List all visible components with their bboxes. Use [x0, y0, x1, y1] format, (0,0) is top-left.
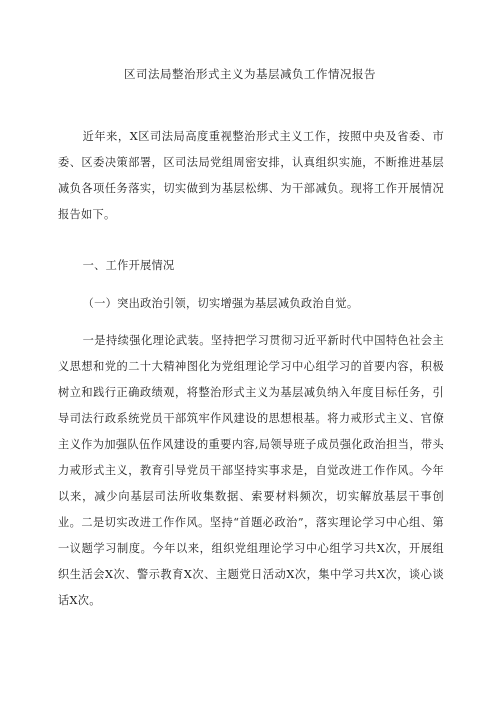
- subsection-heading: （一）突出政治引领，切实增强为基层减负政治自觉。: [82, 297, 359, 310]
- body-paragraph: 一是持续强化理论武装。坚持把学习贯彻习近平新时代中国特色社会主义思想和党的二十大精神图化为党组理论学习中心组学习的首要内容，积极树立和践行正确政绩观，将整治形式主义为基层减负纳入年度目标任务，引导司法行政系统党员干部筑牢作风建设的思想根基。将力戒形式主义、官僚主义作为加强队伍作风建设的重要内容,局领导班子成员强化政治担当，带头力戒形式主义，教育引导党员干部坚持实事求是，自觉改进工作作风。今年以来，减少向基层司法所收集数据、索要材料频次，切实解放基层干事创业。二是切实改进工作作风。坚持“首题必政治”，落实理论学习中心组、第一议题学习制度。今年以来，组织党组理论学习中心组学习共X次，开展组织生活会X次、警示教育X次、主题党日活动X次，集中学习共X次，谈心谈话X次。: [58, 334, 444, 607]
- intro-paragraph: 近年来，X区司法局高度重视整治形式主义工作，按照中央及省委、市委、区委决策部署，区司法局党组周密安排，认真组织实施，不断推进基层减负各项任务落实，切实做到为基层松绑、为干部减负。现将工作开展情况报告如下。: [58, 130, 444, 221]
- section-heading: 一、工作开展情况: [82, 259, 175, 272]
- document-title: 区司法局整治形式主义为基层减负工作情况报告: [124, 67, 376, 81]
